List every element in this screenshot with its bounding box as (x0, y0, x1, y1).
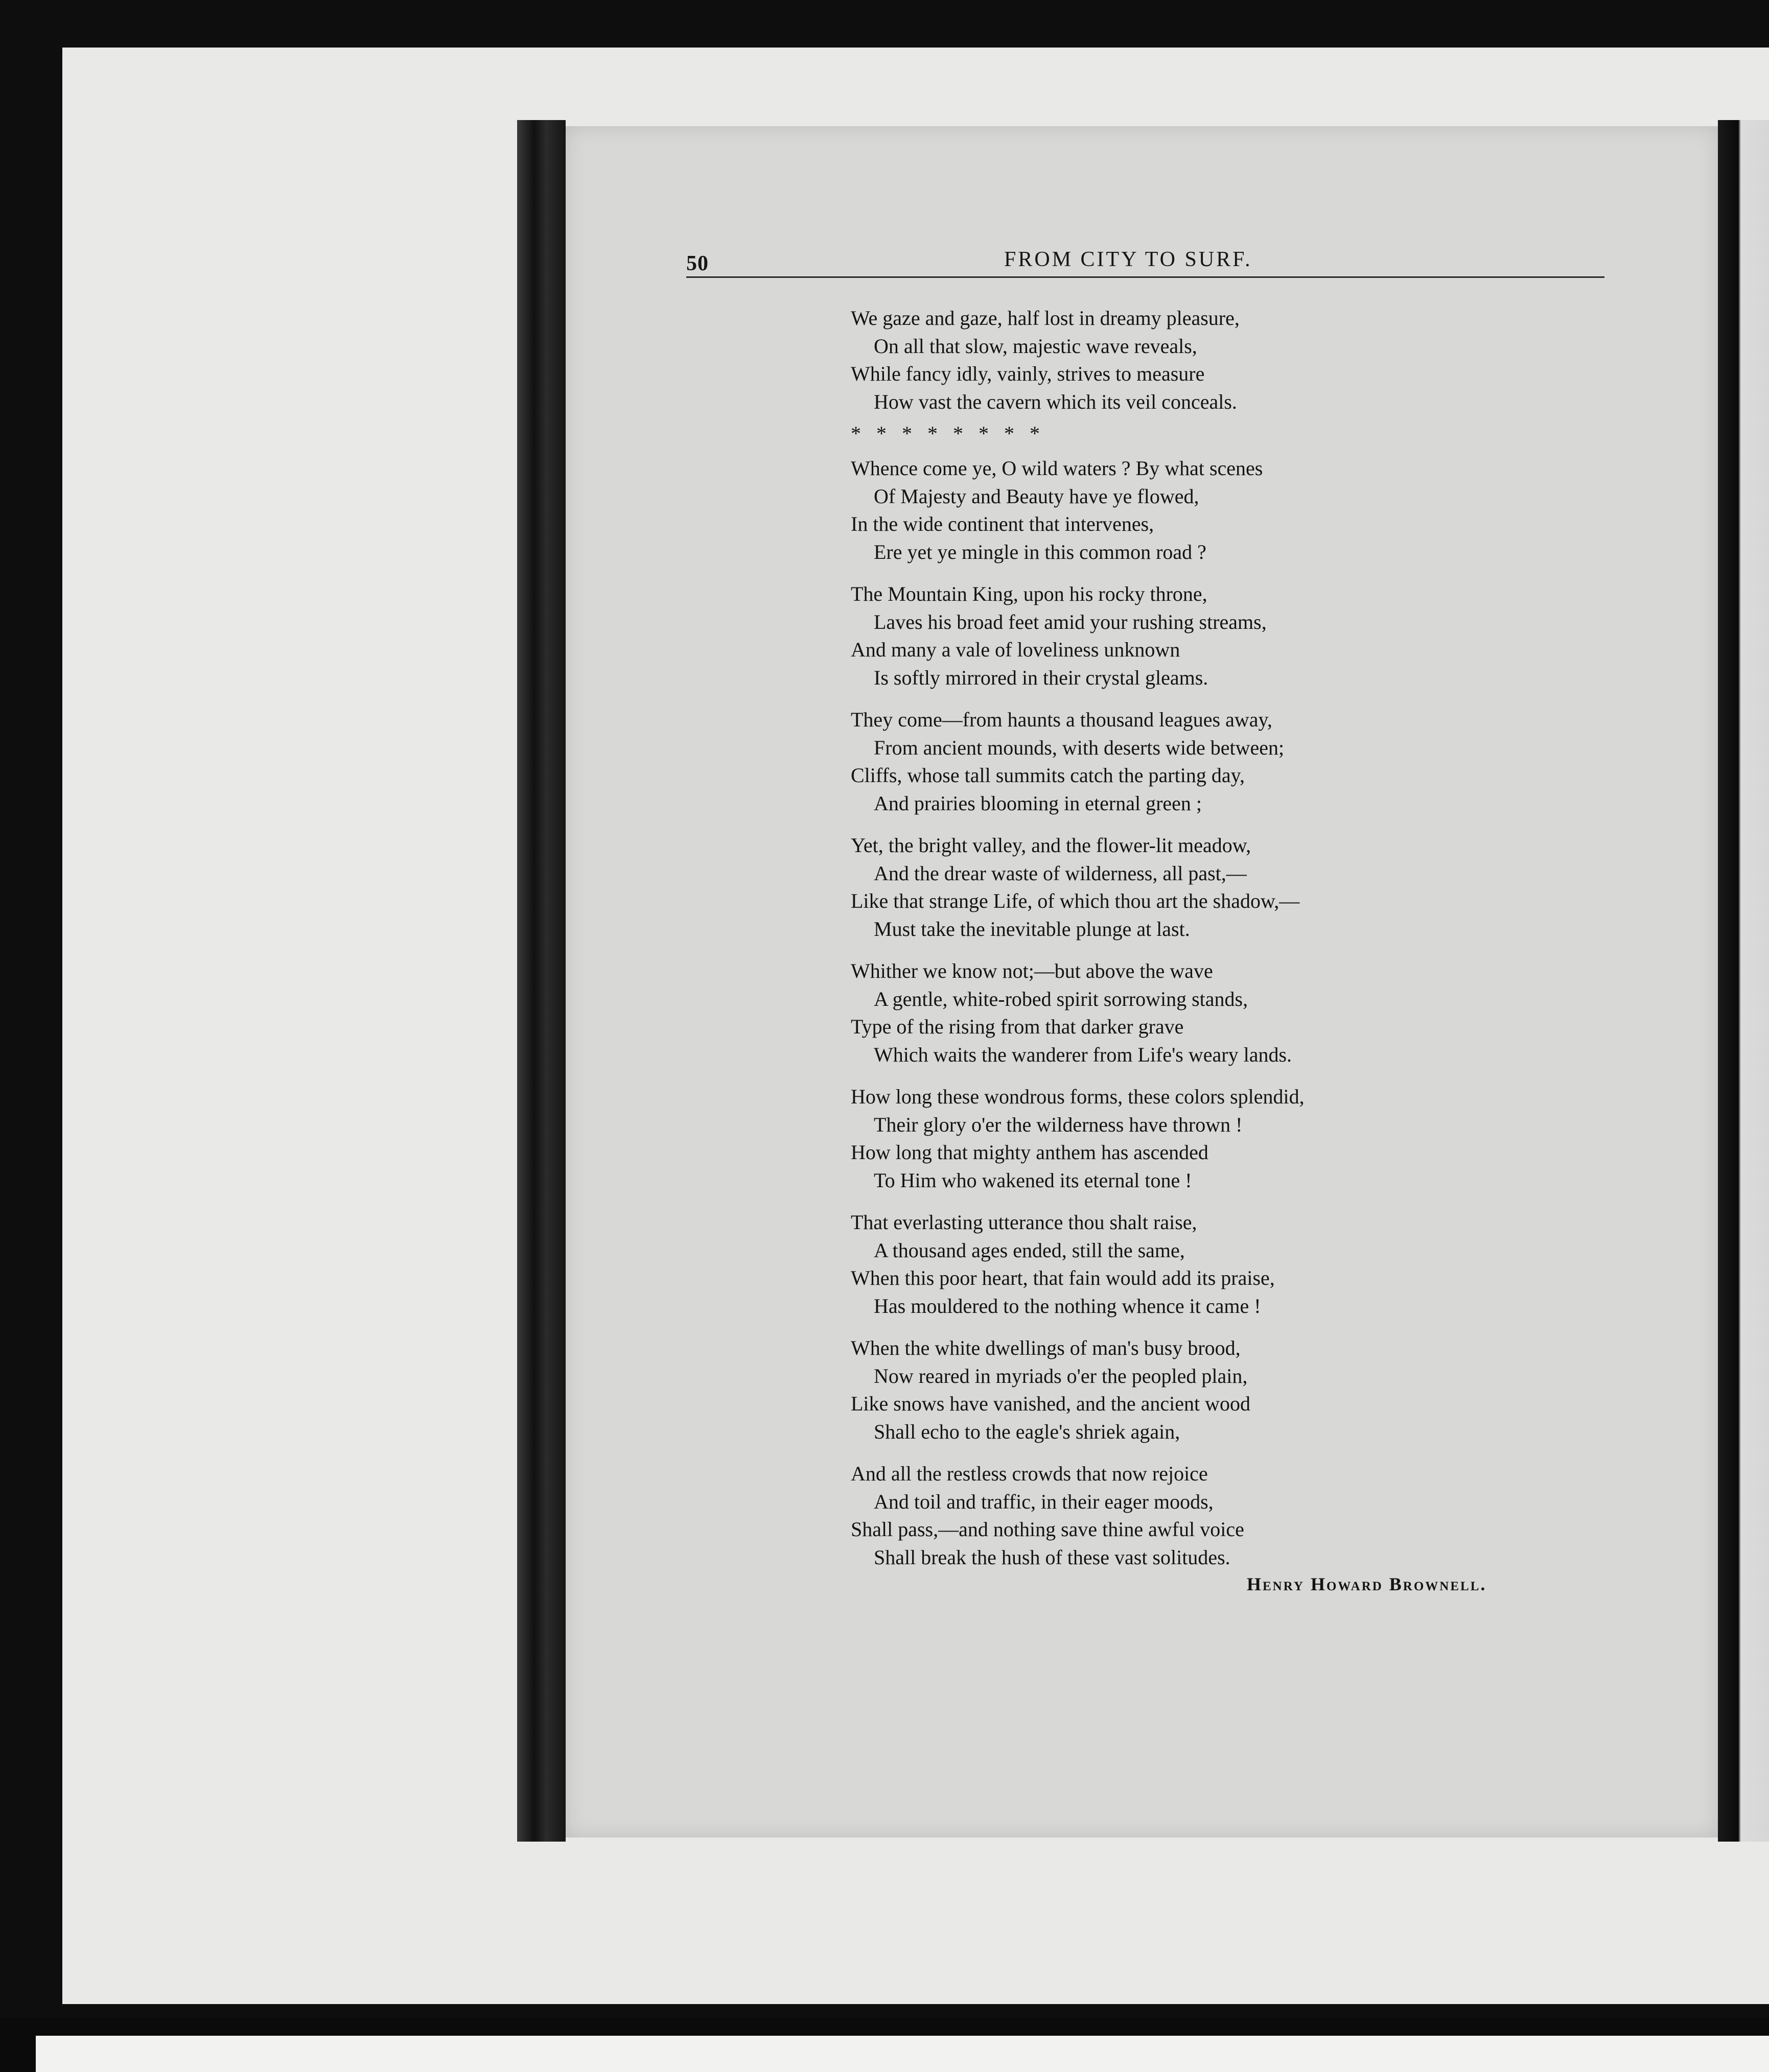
poem-line: Shall break the hush of these vast solitudes. (874, 1545, 1230, 1569)
poem-stanza (851, 1460, 1566, 1571)
poem-line: Cliffs, whose tall summits catch the parting day, (851, 764, 1245, 787)
poem-line: How vast the cavern which its veil conceals. (874, 390, 1237, 413)
book-spine (517, 120, 566, 1842)
poem-stanza (851, 957, 1566, 1069)
poem-line: Their glory o'er the wilderness have thrown ! (874, 1113, 1243, 1136)
poem-line: That everlasting utterance thou shalt raise, (851, 1211, 1197, 1234)
poem-line: And many a vale of loveliness unknown (851, 638, 1180, 661)
poem-line: Has mouldered to the nothing whence it came ! (874, 1294, 1261, 1317)
poem-stanza (851, 1209, 1566, 1320)
poem-stanza (851, 455, 1566, 566)
poem-line: And the drear waste of wilderness, all past,— (874, 861, 1247, 885)
poem-line: Type of the rising from that darker grave (851, 1015, 1184, 1038)
poem-line: Like snows have vanished, and the ancient wood (851, 1392, 1251, 1415)
poem-stanza (851, 1334, 1566, 1446)
poem-line: On all that slow, majestic wave reveals, (874, 334, 1197, 358)
poem-line: Shall pass,—and nothing save thine awful voice (851, 1518, 1244, 1541)
poem-stanza-opening (851, 304, 1566, 416)
author-attribution: Henry Howard Brownell. (1247, 1574, 1487, 1594)
poem-stanza (851, 832, 1566, 943)
facing-page-edge (1718, 120, 1769, 1842)
header-rule (686, 276, 1604, 278)
poem-line: Shall echo to the eagle's shriek again, (874, 1420, 1180, 1443)
poem-line: They come—from haunts a thousand leagues away, (851, 708, 1272, 731)
poem-line: How long these wondrous forms, these colors splendid, (851, 1085, 1305, 1108)
poem-line: Like that strange Life, of which thou art the shadow,— (851, 889, 1300, 912)
poem-line: When the white dwellings of man's busy brood, (851, 1336, 1241, 1359)
poem-line: Which waits the wanderer from Life's weary lands. (874, 1043, 1292, 1066)
poem-stanza (851, 1083, 1566, 1194)
poem-line: To Him who wakened its eternal tone ! (874, 1168, 1192, 1192)
poem-stanza (851, 706, 1566, 817)
poem-body (851, 304, 1566, 1571)
poem-line: Yet, the bright valley, and the flower-lit meadow, (851, 834, 1251, 857)
poem-line: When this poor heart, that fain would add its praise, (851, 1266, 1275, 1289)
poem-line: Ere yet ye mingle in this common road ? (874, 540, 1206, 563)
poem-line: The Mountain King, upon his rocky throne, (851, 582, 1207, 605)
scan-bottom-strip (36, 2036, 1769, 2072)
poem-line: Of Majesty and Beauty have ye flowed, (874, 484, 1199, 508)
poem-line: Now reared in myriads o'er the peopled plain, (874, 1364, 1248, 1387)
poem-line: While fancy idly, vainly, strives to measure (851, 362, 1205, 385)
poem-line: A thousand ages ended, still the same, (874, 1238, 1185, 1262)
poem-line: Whence come ye, O wild waters ? By what scenes (851, 457, 1263, 480)
poem-line: Is softly mirrored in their crystal gleams. (874, 666, 1208, 689)
running-title: FROM CITY TO SURF. (1004, 248, 1252, 271)
poem-line: And prairies blooming in eternal green ; (874, 791, 1202, 815)
poem-line: Laves his broad feet amid your rushing streams, (874, 610, 1267, 633)
poem-line: From ancient mounds, with deserts wide between; (874, 736, 1285, 759)
poem-line: Must take the inevitable plunge at last. (874, 917, 1190, 940)
poem-line: And toil and traffic, in their eager moods, (874, 1490, 1214, 1513)
poem-line: And all the restless crowds that now rejoice (851, 1462, 1208, 1485)
poem-line: We gaze and gaze, half lost in dreamy pleasure, (851, 307, 1240, 329)
poem-line: A gentle, white-robed spirit sorrowing stands, (874, 987, 1248, 1010)
section-separator: * * * * * * * * (851, 422, 1040, 445)
poem-line: Whither we know not;—but above the wave (851, 959, 1213, 982)
poem-line: How long that mighty anthem has ascended (851, 1141, 1208, 1164)
page-number: 50 (686, 252, 709, 275)
poem-line: In the wide continent that intervenes, (851, 512, 1154, 535)
poem-stanza (851, 580, 1566, 692)
